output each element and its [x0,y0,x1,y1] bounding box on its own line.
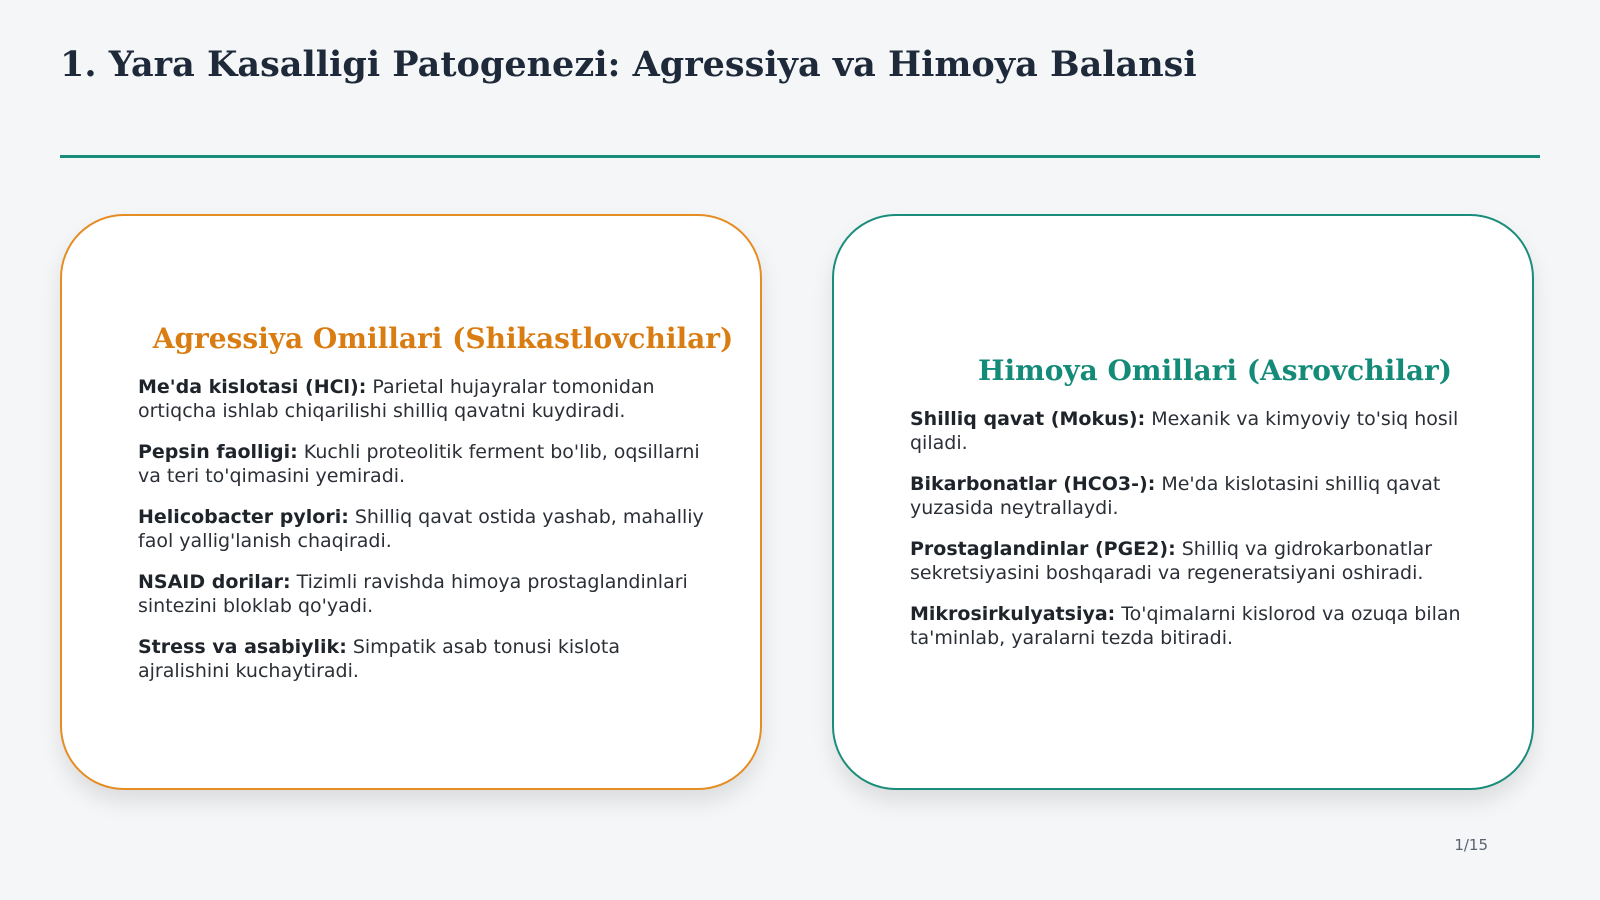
factor-text: Mexanik va kimyoviy to'siq hosil qiladi. [910,408,1459,454]
protection-item-bicarbonate [910,472,1482,520]
protection-item-prostaglandin [910,537,1482,585]
factor-name: Me'da kislotasi (HCl): [138,375,367,398]
factor-text: Parietal hujayralar tomonidan ortiqcha ishlab chiqarilishi shilliq qavatni kuydiradi. [138,375,655,422]
protection-factors-card [832,214,1534,790]
factor-text: Tizimli ravishda himoya prostaglandinlari sintezini bloklab qo'yadi. [138,570,688,617]
factor-name: Helicobacter pylori: [138,505,349,528]
factor-name: Shilliq qavat (Mokus): [910,408,1146,430]
aggression-item-pepsin [138,440,710,488]
factor-name: Pepsin faolligi: [138,440,298,463]
aggression-item-hcl [138,375,710,423]
factor-text: Simpatik asab tonusi kislota ajralishini kuchaytiradi. [138,635,620,682]
factor-name: Stress va asabiylik: [138,635,347,658]
protection-item-microcirculation [910,602,1482,650]
page-number: 1/15 [1454,836,1488,854]
factor-name: Mikrosirkulyatsiya: [910,603,1116,625]
factor-name: Prostaglandinlar (PGE2): [910,538,1176,560]
aggression-factors-card [60,214,762,790]
factor-text: Shilliq qavat ostida yashab, mahalliy faol yallig'lanish chaqiradi. [138,505,704,552]
protection-item-mucus [910,407,1482,455]
factor-text: To'qimalarni kislorod va ozuqa bilan ta'minlab, yaralarni tezda bitiradi. [910,603,1461,649]
factor-text: Kuchli proteolitik ferment bo'lib, oqsillarni va teri to'qimasini yemiradi. [138,440,700,487]
factor-name: Bikarbonatlar (HCO3-): [910,473,1156,495]
aggression-heading: Agressiya Omillari (Shikastlovchilar) [152,321,734,355]
aggression-item-nsaid [138,570,710,618]
factor-text: Me'da kislotasini shilliq qavat yuzasida neytrallaydi. [910,473,1441,519]
title-divider [60,155,1540,158]
factor-text: Shilliq va gidrokarbonatlar sekretsiyasini boshqaradi va regeneratsiyani oshiradi. [910,538,1433,584]
aggression-item-h-pylori [138,505,710,553]
aggression-item-stress [138,635,710,683]
protection-heading: Himoya Omillari (Asrovchilar) [977,354,1453,387]
slide-title: 1. Yara Kasalligi Patogenezi: Agressiya va Himoya Balansi [60,44,1197,85]
factor-name: NSAID dorilar: [138,570,291,593]
